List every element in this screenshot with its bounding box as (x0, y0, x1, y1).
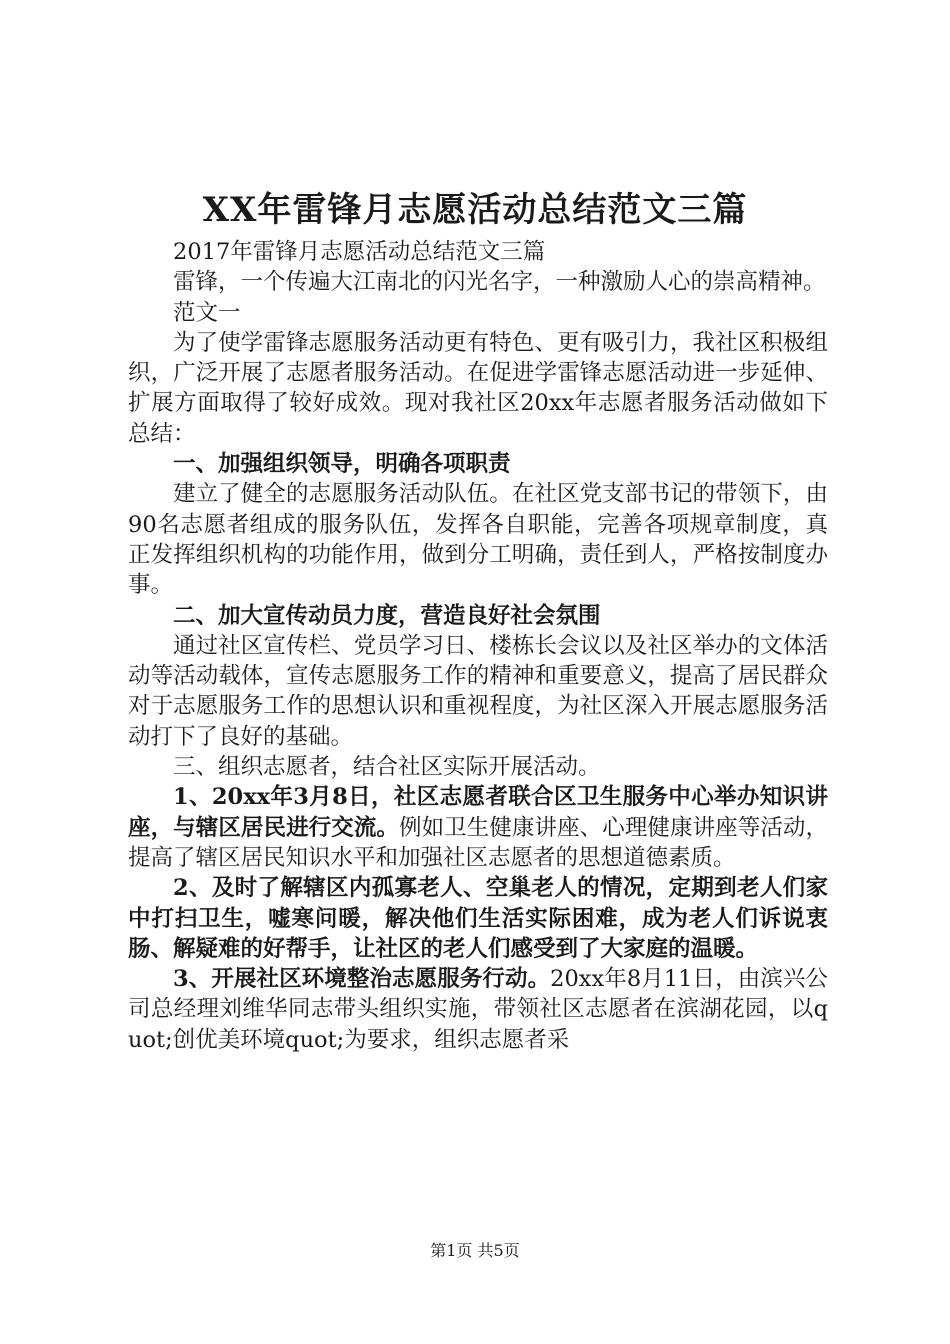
section-label-fanwen-1: 范文一 (173, 299, 241, 326)
heading-1: 一、加强组织领导，明确各项职责 (173, 451, 511, 478)
subtitle-line: 2017年雷锋月志愿活动总结范文三篇 (173, 239, 546, 265)
item-3 (128, 964, 828, 1055)
item-1-text: 例如卫生健康讲座、心理健康讲座等活动，提高了辖区居民知识水平和加强社区志愿者的思想道德素质。 (128, 814, 828, 871)
document-title: XX年雷锋月志愿活动总结范文三篇 (202, 190, 748, 230)
overview-paragraph: 为了使学雷锋志愿服务活动更有特色、更有吸引力，我社区积极组织，广泛开展了志愿者服务活动。在促进学雷锋志愿活动进一步延伸、扩展方面取得了较好成效。现对我社区20xx年志愿者服务活动做如下总结： (128, 329, 828, 447)
paragraph-publicity: 通过社区宣传栏、党员学习日、楼栋长会议以及社区举办的文体活动等活动载体，宣传志愿服务工作的精神和重要意义，提高了居民群众对于志愿服务工作的思想认识和重视程度，为社区深入开展志愿服务活动打下了良好的基础。 (128, 632, 828, 750)
intro-paragraph: 雷锋，一个传遍大江南北的闪光名字，一种激励人心的崇高精神。 (173, 269, 826, 296)
page-footer: 第1页 共5页 (430, 1241, 520, 1260)
item-1 (128, 782, 828, 873)
item-3-bold: 3、开展社区环境整治志愿服务行动。 (173, 966, 551, 993)
heading-2: 二、加大宣传动员力度，营造良好社会氛围 (173, 602, 601, 629)
paragraph-team: 建立了健全的志愿服务活动队伍。在社区党支部书记的带领下，由90名志愿者组成的服务队伍，发挥各自职能，完善各项规章制度，真正发挥组织机构的功能作用，做到分工明确，责任到人，严格按制度办事。 (128, 481, 828, 599)
document-body (128, 237, 828, 1055)
item-2-bold: 2、及时了解辖区内孤寡老人、空巢老人的情况，定期到老人们家中打扫卫生，嘘寒问暖，解决他们生活实际困难，成为老人们诉说衷肠、解疑难的好帮手，让社区的老人们感受到了大家庭的温暖。 (128, 875, 828, 962)
heading-3: 三、组织志愿者，结合社区实际开展活动。 (173, 754, 601, 781)
item-2 (128, 873, 828, 964)
item-1-bold: 1、20xx年3月8日，社区志愿者联合区卫生服务中心举办知识讲座，与辖区居民进行交流。 (128, 784, 828, 841)
item-3-text: 20xx年8月11日，由滨兴公司总经理刘维华同志带头组织实施，带领社区志愿者在滨湖花园，以quot;创优美环境quot;为要求，组织志愿者采 (128, 966, 828, 1053)
